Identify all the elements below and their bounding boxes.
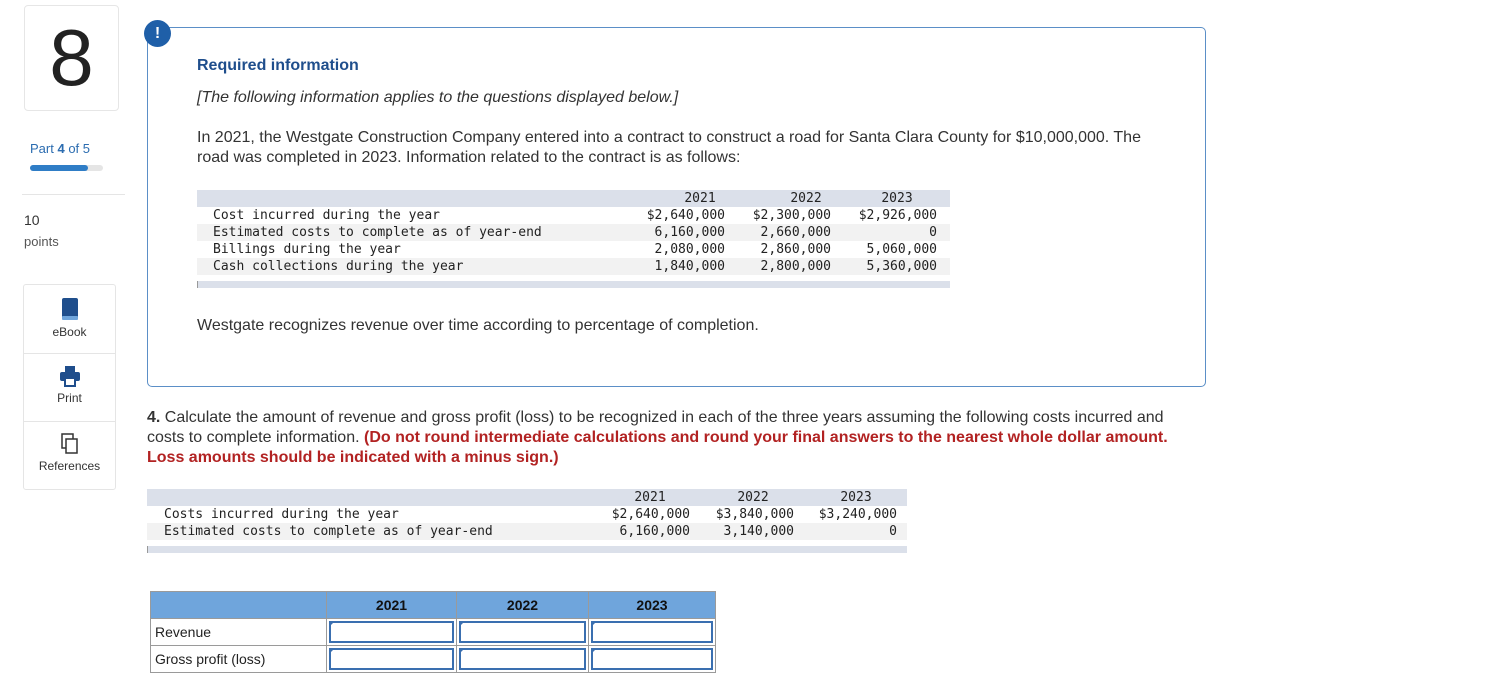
row-label: Cash collections during the year	[213, 259, 464, 274]
cell-value: 1,840,000	[654, 259, 725, 274]
answer-column-header: 2022	[457, 592, 589, 619]
question-instruction: (Do not round intermediate calculations and round your final answers to the nearest whole dollar amount. Loss amounts should be indicated with a minus sign.)	[147, 429, 1168, 466]
contract-data-table	[197, 190, 950, 288]
cell-value: 6,160,000	[619, 524, 690, 539]
row-label: Costs incurred during the year	[164, 507, 399, 522]
tool-divider	[24, 353, 115, 354]
input-marker-icon	[329, 621, 335, 627]
part-indicator	[30, 141, 90, 156]
row-label: Estimated costs to complete as of year-end	[213, 225, 542, 240]
table-row	[147, 523, 907, 540]
revenue-2021-input[interactable]	[329, 621, 454, 643]
revenue-2023-input[interactable]	[591, 621, 713, 643]
print-label: Print	[57, 391, 82, 405]
answer-cell	[327, 619, 457, 646]
question-prompt: Calculate the amount of revenue and gross profit (loss) to be recognized in each of the three years assuming the following costs incurred and costs to complete information.	[147, 409, 1164, 446]
revenue-row	[151, 619, 716, 646]
answer-cell	[589, 619, 716, 646]
input-marker-icon	[459, 648, 465, 654]
cell-value: 2,860,000	[760, 242, 831, 257]
references-label: References	[38, 459, 101, 473]
question-part-number: 4.	[147, 409, 161, 426]
references-button[interactable]	[24, 433, 115, 473]
year-header: 2022	[790, 191, 822, 206]
answer-column-header: 2023	[589, 592, 716, 619]
gross-profit-2023-input[interactable]	[591, 648, 713, 670]
cell-value: $2,640,000	[611, 507, 690, 522]
table-footer-bar	[147, 546, 907, 553]
part-current: 4	[57, 141, 65, 156]
required-info-note: [The following information applies to the questions displayed below.]	[197, 89, 679, 106]
part-total: of 5	[68, 141, 91, 156]
printer-icon	[59, 365, 81, 387]
part-progress-fill	[30, 165, 88, 171]
year-header: 2021	[684, 191, 716, 206]
answer-cell	[327, 646, 457, 673]
answer-header-row	[151, 592, 716, 619]
gross-profit-2022-input[interactable]	[459, 648, 586, 670]
recognition-method: Westgate recognizes revenue over time according to percentage of completion.	[197, 317, 759, 334]
rail-divider	[22, 194, 125, 195]
cell-value: $3,240,000	[818, 507, 897, 522]
input-marker-icon	[459, 621, 465, 627]
book-icon	[60, 297, 80, 321]
cell-value: 5,360,000	[866, 259, 937, 274]
table-row	[197, 258, 950, 275]
contract-intro: In 2021, the Westgate Construction Company entered into a contract to construct a road for Santa Clara County for $10,000,000. The road was completed in 2023. Information related to the contract is as follows:	[197, 129, 1141, 166]
cell-value: 2,080,000	[654, 242, 725, 257]
cell-value: $2,300,000	[752, 208, 831, 223]
points-value: 10	[24, 212, 40, 228]
part-progress-bar	[30, 165, 103, 171]
table-row	[197, 224, 950, 241]
assumption-data-table	[147, 489, 907, 553]
year-header: 2023	[840, 490, 872, 505]
alert-icon: !	[144, 20, 171, 47]
input-marker-icon	[591, 648, 597, 654]
input-marker-icon	[329, 648, 335, 654]
ebook-button[interactable]	[24, 297, 115, 339]
table-footer-bar	[197, 281, 950, 288]
year-header: 2021	[634, 490, 666, 505]
question-text	[147, 408, 1187, 468]
tool-panel	[23, 284, 116, 490]
answer-cell	[589, 646, 716, 673]
points-label: points	[24, 234, 59, 249]
cell-value: 5,060,000	[866, 242, 937, 257]
year-header: 2022	[737, 490, 769, 505]
part-label: Part	[30, 141, 54, 156]
ebook-label: eBook	[52, 325, 87, 339]
gross-profit-2021-input[interactable]	[329, 648, 454, 670]
cell-value: $3,840,000	[715, 507, 794, 522]
required-information-box	[147, 27, 1206, 387]
cell-value: 2,800,000	[760, 259, 831, 274]
contract-table-header	[197, 190, 950, 207]
answer-cell	[457, 619, 589, 646]
answer-column-header: 2021	[327, 592, 457, 619]
copy-icon	[60, 433, 80, 455]
year-header: 2023	[881, 191, 913, 206]
table-row	[197, 241, 950, 258]
cell-value: 0	[929, 225, 937, 240]
cell-value: 2,660,000	[760, 225, 831, 240]
gross-profit-row	[151, 646, 716, 673]
cell-value: 3,140,000	[723, 524, 794, 539]
assumption-table-header	[147, 489, 907, 506]
cell-value: 6,160,000	[654, 225, 725, 240]
required-info-title: Required information	[197, 57, 359, 74]
row-label: Revenue	[151, 619, 327, 646]
table-row	[197, 207, 950, 224]
table-row	[147, 506, 907, 523]
print-button[interactable]	[24, 365, 115, 405]
tool-divider	[24, 421, 115, 422]
row-label: Billings during the year	[213, 242, 401, 257]
answer-cell	[457, 646, 589, 673]
cell-value: 0	[889, 524, 897, 539]
cell-value: $2,926,000	[858, 208, 937, 223]
question-number: 8	[24, 5, 119, 111]
row-label: Gross profit (loss)	[151, 646, 327, 673]
row-label: Cost incurred during the year	[213, 208, 440, 223]
blank-header	[151, 592, 327, 619]
answer-table	[150, 591, 716, 673]
row-label: Estimated costs to complete as of year-end	[164, 524, 493, 539]
cell-value: $2,640,000	[646, 208, 725, 223]
revenue-2022-input[interactable]	[459, 621, 586, 643]
input-marker-icon	[591, 621, 597, 627]
